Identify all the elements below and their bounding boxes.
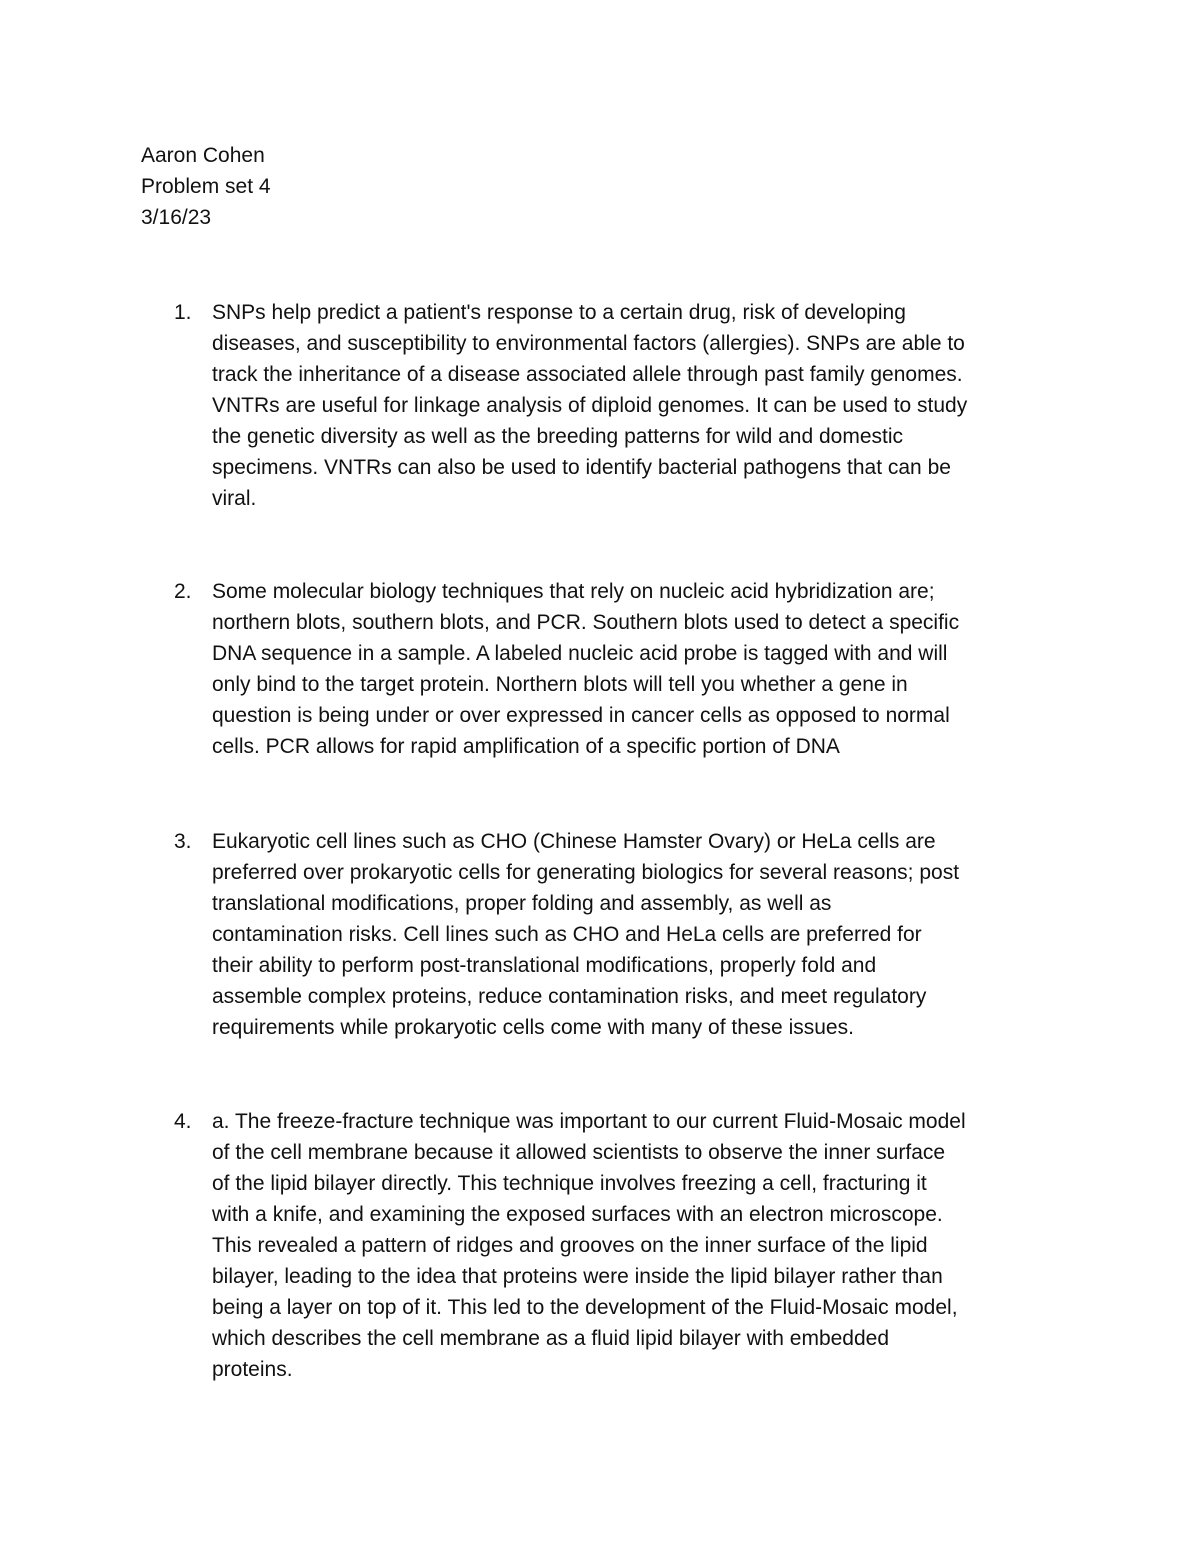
answer-number: 4. (174, 1110, 192, 1133)
answer-line: track the inheritance of a disease associated allele through past family genomes. (212, 363, 963, 386)
answer-line: translational modifications, proper folding and assembly, as well as (212, 892, 832, 915)
answer-line: their ability to perform post-translational modifications, properly fold and (212, 954, 877, 977)
answer-line: DNA sequence in a sample. A labeled nucleic acid probe is tagged with and will (212, 642, 948, 665)
answer-line: which describes the cell membrane as a fluid lipid bilayer with embedded (212, 1327, 890, 1350)
answer-line: bilayer, leading to the idea that proteins were inside the lipid bilayer rather than (212, 1265, 943, 1288)
assignment-title: Problem set 4 (141, 175, 271, 198)
assignment-date: 3/16/23 (141, 206, 212, 229)
answer-line: preferred over prokaryotic cells for generating biologics for several reasons; post (212, 861, 960, 884)
answer-line: question is being under or over expressed in cancer cells as opposed to normal (212, 704, 950, 727)
answer-text (212, 1106, 1072, 1385)
answer-line: specimens. VNTRs can also be used to identify bacterial pathogens that can be (212, 456, 951, 479)
answer-line: viral. (212, 487, 257, 510)
answer-line: requirements while prokaryotic cells come with many of these issues. (212, 1016, 854, 1039)
answer-line: VNTRs are useful for linkage analysis of diploid genomes. It can be used to study (212, 394, 968, 417)
answer-line: diseases, and susceptibility to environmental factors (allergies). SNPs are able to (212, 332, 965, 355)
answer-number: 1. (174, 301, 192, 324)
answer-text (212, 297, 1072, 514)
answer-line: This revealed a pattern of ridges and grooves on the inner surface of the lipid (212, 1234, 928, 1257)
answer-line: Some molecular biology techniques that rely on nucleic acid hybridization are; (212, 580, 935, 603)
document-header (141, 140, 271, 233)
answer-text (212, 576, 1072, 762)
answer-line: a. The freeze-fracture technique was important to our current Fluid-Mosaic model (212, 1110, 966, 1133)
answer-line: proteins. (212, 1358, 293, 1381)
answer-text (212, 826, 1072, 1043)
author-name: Aaron Cohen (141, 144, 265, 167)
answer-line: the genetic diversity as well as the breeding patterns for wild and domestic (212, 425, 904, 448)
answer-line: cells. PCR allows for rapid amplification of a specific portion of DNA (212, 735, 840, 758)
answer-line: northern blots, southern blots, and PCR. Southern blots used to detect a specific (212, 611, 960, 634)
answer-line: only bind to the target protein. Northern blots will tell you whether a gene in (212, 673, 908, 696)
answer-line: Eukaryotic cell lines such as CHO (Chinese Hamster Ovary) or HeLa cells are (212, 830, 936, 853)
answer-line: being a layer on top of it. This led to the development of the Fluid-Mosaic model, (212, 1296, 958, 1319)
answer-line: contamination risks. Cell lines such as CHO and HeLa cells are preferred for (212, 923, 922, 946)
answer-line: with a knife, and examining the exposed surfaces with an electron microscope. (212, 1203, 943, 1226)
answer-line: assemble complex proteins, reduce contamination risks, and meet regulatory (212, 985, 927, 1008)
answer-number: 3. (174, 830, 192, 853)
answer-line: SNPs help predict a patient's response to a certain drug, risk of developing (212, 301, 906, 324)
answer-number: 2. (174, 580, 192, 603)
answer-line: of the lipid bilayer directly. This technique involves freezing a cell, fracturing it (212, 1172, 927, 1195)
answer-line: of the cell membrane because it allowed scientists to observe the inner surface (212, 1141, 946, 1164)
